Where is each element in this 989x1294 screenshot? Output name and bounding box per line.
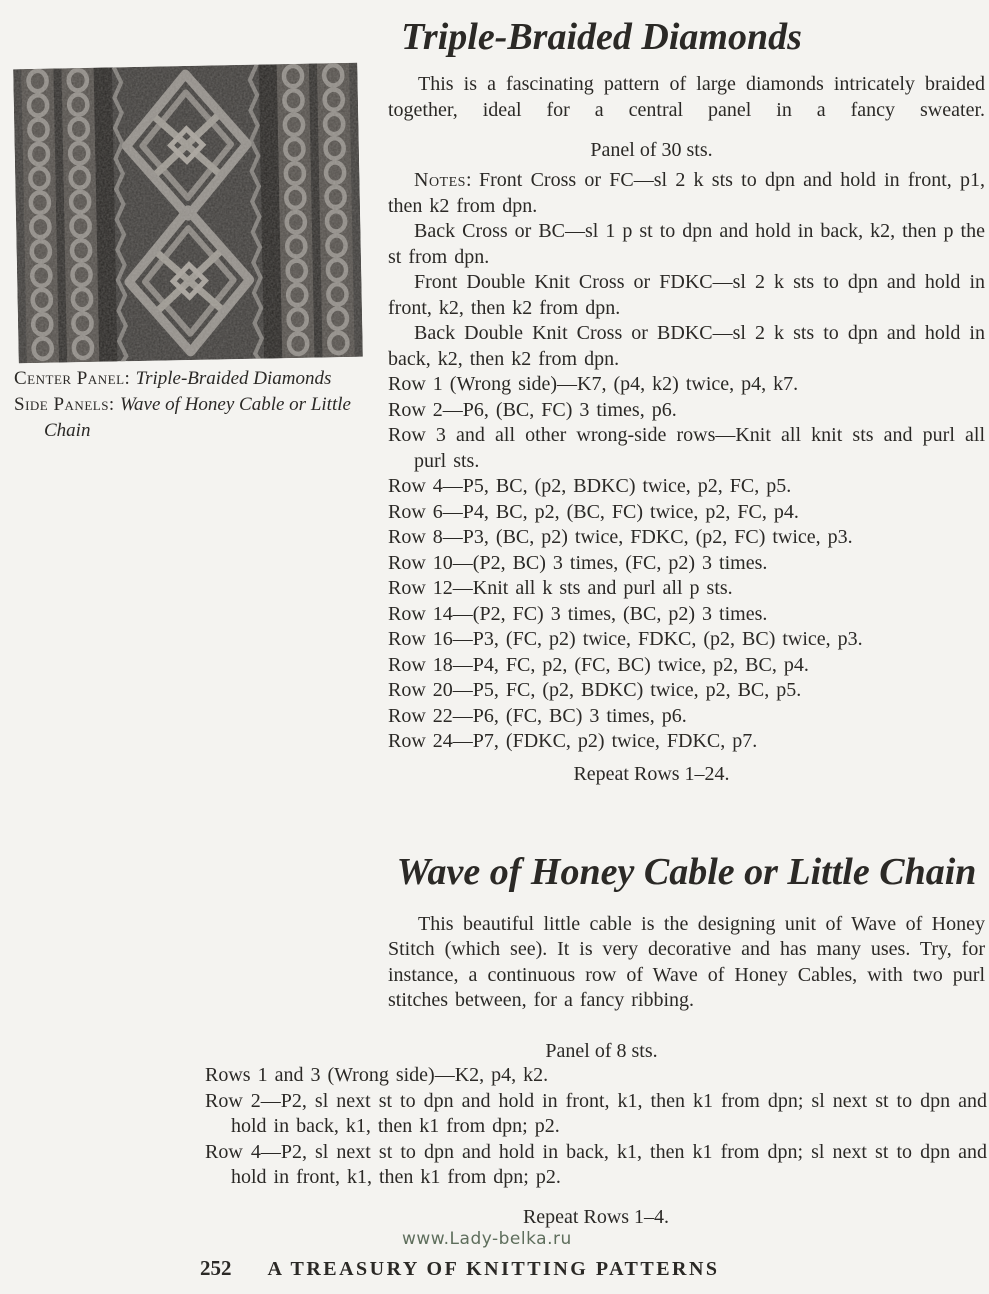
- photo-frame: [13, 63, 363, 364]
- caption-center-label: Center Panel:: [14, 368, 131, 389]
- pattern-row: Row 10—(P2, BC) 3 times, (FC, p2) 3 times.: [388, 551, 768, 574]
- pattern-row: Row 4—P5, BC, (p2, BDKC) twice, p2, FC, p5.: [388, 475, 792, 497]
- text-column: [388, 0, 985, 1064]
- photo-caption: [14, 366, 370, 444]
- caption-line-side: [14, 392, 370, 444]
- caption-line-center: [14, 366, 370, 392]
- pattern1-notes: [388, 168, 985, 372]
- pattern-row: Row 22—P6, (FC, BC) 3 times, p6.: [388, 704, 687, 727]
- pattern2-panel-size: Panel of 8 sts.: [545, 1039, 658, 1062]
- note-text: Back Cross or BC—sl 1 p st to dpn and hold in back, k2, then p the st from dpn.: [388, 220, 985, 268]
- pattern-row: Row 6—P4, BC, p2, (BC, FC) twice, p2, FC, p4.: [388, 500, 799, 523]
- pattern-row: Row 2—P6, (BC, FC) 3 times, p6.: [388, 398, 677, 421]
- pattern-row: Row 1 (Wrong side)—K7, (p4, k2) twice, p4, k7.: [388, 373, 799, 395]
- note-lead: Notes:: [414, 169, 472, 191]
- note-text: Front Cross or FC—sl 2 k sts to dpn and hold in front, p1, then k2 from dpn.: [388, 169, 985, 217]
- pattern2-title: Wave of Honey Cable or Little Chain: [396, 850, 977, 893]
- pattern1-repeat: Repeat Rows 1–24.: [573, 762, 730, 785]
- pattern-row: Row 16—P3, (FC, p2) twice, FDKC, (p2, BC) twice, p3.: [388, 628, 863, 650]
- pattern1-title: Triple-Braided Diamonds: [401, 16, 802, 58]
- caption-side-value: Wave of Honey Cable or Little Chain: [44, 394, 351, 441]
- note-paragraph: [388, 270, 985, 321]
- note-text: Back Double Knit Cross or BDKC—sl 2 k sts to dpn and hold in back, k2, then k2 from dpn.: [388, 322, 985, 370]
- pattern2-rows: [205, 1063, 987, 1191]
- pattern-row: Row 24—P7, (FDKC, p2) twice, FDKC, p7.: [388, 730, 758, 752]
- caption-side-label: Side Panels:: [14, 394, 115, 415]
- pattern1-panel-size: Panel of 30 sts.: [590, 139, 713, 161]
- pattern-row: Row 2—P2, sl next st to dpn and hold in front, k1, then k1 from dpn; sl next st to dpn and hold in back, k1, then k1 from dpn; p2.: [205, 1089, 987, 1137]
- knit-swatch-photo: [13, 63, 363, 364]
- note-paragraph: [388, 168, 985, 219]
- note-paragraph: [388, 321, 985, 372]
- page-footer: [200, 1256, 720, 1281]
- pattern-row: Row 12—Knit all k sts and purl all p sts.: [388, 577, 733, 599]
- footer-book-title: A TREASURY OF KNITTING PATTERNS: [267, 1258, 720, 1280]
- pattern2-intro: This beautiful little cable is the designing unit of Wave of Honey Stitch (which see). It is very decorative and has many uses. Try, for instance, a continuous row of Wave of Honey Cables, with two purl stitches between, for a fancy ribbing.: [388, 912, 985, 1011]
- pattern-row: Rows 1 and 3 (Wrong side)—K2, p4, k2.: [205, 1064, 549, 1086]
- footer-page-number: 252: [200, 1256, 232, 1280]
- pattern-row: Row 14—(P2, FC) 3 times, (BC, p2) 3 times.: [388, 602, 768, 625]
- pattern1-intro: This is a fascinating pattern of large diamonds intricately braided together, ideal for a central panel in a fancy sweater.: [388, 73, 985, 121]
- pattern-row: Row 8—P3, (BC, p2) twice, FDKC, (p2, FC) twice, p3.: [388, 526, 853, 548]
- pattern-row: Row 3 and all other wrong-side rows—Knit all knit sts and purl all purl sts.: [388, 424, 985, 472]
- pattern-row: Row 20—P5, FC, (p2, BDKC) twice, p2, BC, p5.: [388, 679, 802, 701]
- pattern2-repeat: Repeat Rows 1–4.: [522, 1206, 670, 1228]
- note-paragraph: [388, 219, 985, 270]
- pattern-row: Row 18—P4, FC, p2, (FC, BC) twice, p2, BC, p4.: [388, 653, 809, 676]
- watermark-url: www.Lady-belka.ru: [402, 1229, 572, 1249]
- caption-center-value: Triple-Braided Diamonds: [135, 368, 332, 389]
- pattern1-rows: [388, 372, 985, 755]
- pattern-row: Row 4—P2, sl next st to dpn and hold in back, k1, then k1 from dpn; sl next st to dpn and hold in front, k1, then k1 from dpn; p2.: [205, 1140, 987, 1188]
- note-text: Front Double Knit Cross or FDKC—sl 2 k sts to dpn and hold in front, k2, then k2 from dpn.: [388, 271, 985, 319]
